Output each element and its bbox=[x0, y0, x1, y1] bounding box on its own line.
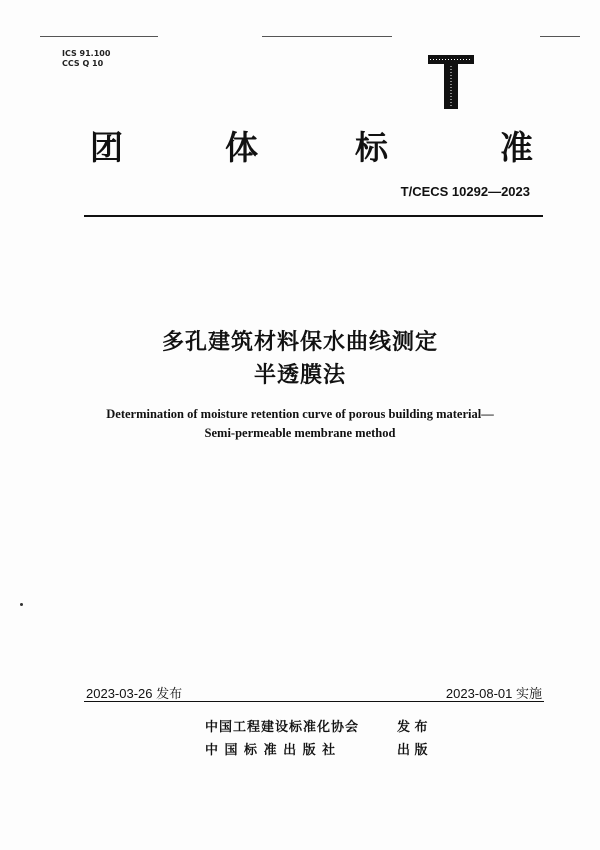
title-zh-line1: 多孔建筑材料保水曲线测定 bbox=[161, 330, 438, 355]
standard-number: T/CECS 10292—2023 bbox=[400, 184, 530, 199]
t-logo-icon bbox=[428, 40, 474, 109]
scan-artifact-line bbox=[262, 36, 392, 37]
scan-artifact-dot bbox=[20, 603, 23, 606]
publisher-name-1: 中国工程建设标准化协会 bbox=[205, 720, 360, 735]
ccs-code: CCS Q 10 bbox=[62, 59, 104, 68]
issue-date: 2023-03-26 发布 bbox=[86, 686, 183, 701]
category-char-4: 准 bbox=[500, 128, 533, 167]
title-en-line1: Determination of moisture retention curve of porous building material— bbox=[106, 407, 494, 421]
implementation-date: 2023-08-01 实施 bbox=[445, 686, 542, 701]
publisher-name-2: 中 国 标 准 出 版 社 bbox=[205, 743, 337, 758]
bottom-divider bbox=[84, 701, 544, 702]
classification-codes bbox=[62, 49, 110, 69]
title-zh-line2: 半透膜法 bbox=[253, 363, 346, 388]
scan-artifact-line bbox=[40, 36, 158, 37]
title-en-line2: Semi-permeable membrane method bbox=[204, 426, 396, 440]
category-char-3: 标 bbox=[355, 128, 388, 167]
ics-code: ICS 91.100 bbox=[62, 49, 111, 58]
publisher-action-1: 发 布 bbox=[397, 720, 428, 735]
scan-artifact-line bbox=[540, 36, 580, 37]
group-standard-t-logo bbox=[428, 40, 474, 109]
publisher-action-2: 出 版 bbox=[397, 743, 428, 758]
category-char-2: 体 bbox=[225, 128, 258, 167]
top-divider bbox=[84, 215, 543, 217]
logo-letter: T bbox=[451, 40, 461, 59]
category-char-1: 团 bbox=[90, 128, 123, 167]
